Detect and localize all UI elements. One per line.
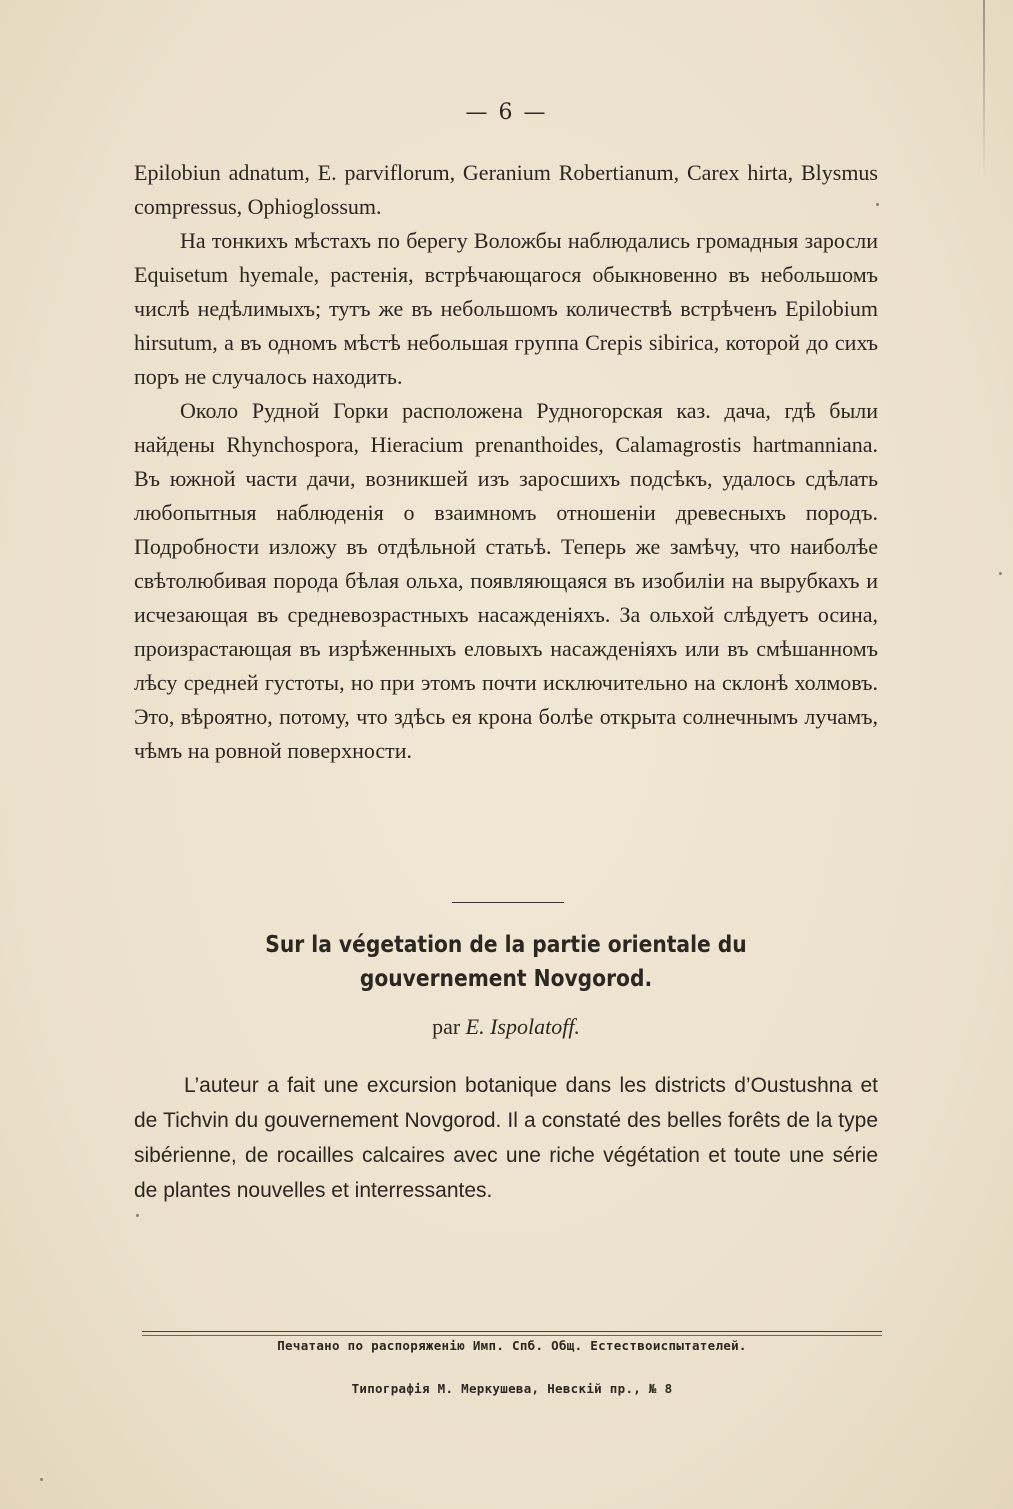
page-edge-shadow bbox=[983, 0, 985, 180]
paragraph-2: На тонкихъ мѣстахъ по берегу Воложбы наблюдались громадныя заросли Equisetum hyemale, растенія, встрѣчающагося обыкновенно въ небольшомъ числѣ недѣлимыхъ; тутъ же въ небольшомъ количествѣ встрѣченъ Epilobium hirsutum, а въ одномъ мѣстѣ небольшая группа Crepis sibirica, которой до сихъ поръ не случалось находить. bbox=[134, 228, 878, 389]
footer-rule bbox=[142, 1331, 882, 1332]
paper-speck bbox=[876, 203, 879, 206]
footer-rule-thin bbox=[142, 1335, 882, 1336]
paper-speck bbox=[136, 1214, 139, 1217]
paper-speck bbox=[999, 572, 1002, 575]
summary-body: L’auteur a fait une excursion botanique dans les districts d’Oustushna et de Tichvin du gouvernement Novgorod. Il a constaté des belles forêts de la type sibérienne, de rocailles calcaires avec une riche végétation et toute une série de plantes nouvelles et interressantes. bbox=[134, 1074, 878, 1202]
page-number: — 6 — bbox=[465, 100, 548, 125]
section-divider bbox=[452, 902, 564, 903]
footer-printer: Типографія М. Меркушева, Невскій пр., № 8 bbox=[351, 1381, 673, 1396]
summary-author bbox=[134, 1014, 878, 1040]
paragraph-1: Epilobiun adnatum, E. parviflorum, Geranium Robertianum, Carex hirta, Blysmus compressus, Ophioglossum. bbox=[134, 160, 878, 219]
author-name: E. Ispolatoff. bbox=[465, 1014, 580, 1039]
footer-imprint: Печатано по распоряженію Имп. Спб. Общ. Естествоиспытателей. bbox=[277, 1338, 747, 1353]
paper-speck bbox=[40, 1478, 43, 1481]
author-prefix: par bbox=[432, 1014, 461, 1039]
summary-title: Sur la végetation de la partie orientale du gouvernement Novgorod. bbox=[265, 932, 747, 992]
paragraph-3: Около Рудной Горки расположена Рудногорская каз. дача, гдѣ были найдены Rhynchospora, Hieracium prenanthoides, Calamagrostis hartmanniana. Въ южной части дачи, возникшей изъ заросшихъ подсѣкъ, удалось сдѣлать любопытныя наблюденія о взаимномъ отношеніи древесныхъ породъ. Подробности изложу въ отдѣльной статьѣ. Теперь же замѣчу, что наиболѣе свѣтолюбивая порода бѣлая ольха, появляющаяся въ изобиліи на вырубкахъ и исчезающая въ средневозрастныхъ насажденіяхъ. За ольхой слѣдуетъ осина, произрастающая въ изрѣженныхъ еловыхъ насажденіяхъ или въ смѣшанномъ лѣсу средней густоты, но при этомъ почти исключительно на склонѣ холмовъ. Это, вѣроятно, потому, что здѣсь ея крона болѣе открыта солнечнымъ лучамъ, чѣмъ на ровной поверхности. bbox=[134, 398, 878, 763]
body-text bbox=[134, 156, 878, 768]
